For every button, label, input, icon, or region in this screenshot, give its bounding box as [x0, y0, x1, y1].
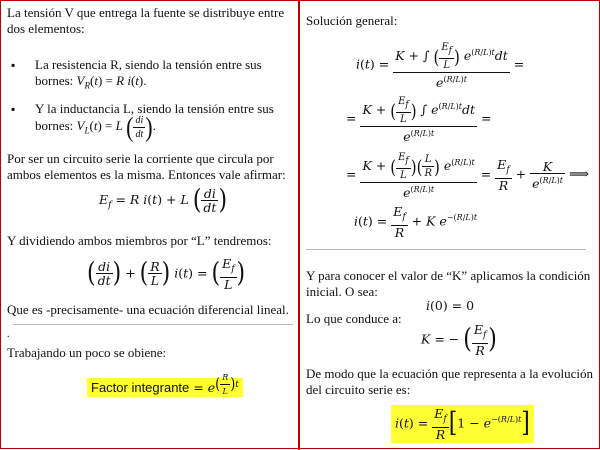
intro-line-1: La tensión V que entrega la fuente se distribuye entre [7, 5, 285, 20]
general-title: Solución general: [306, 13, 398, 28]
factor-integrante [87, 371, 243, 398]
equation-2: ( $\frac{di}{dt}$ ) + ( $\frac{R}{L}$ ) i(t) = ( $\frac{E_f}{L}$ ) [87, 256, 246, 292]
implies-arrow-icon: ⟹ [568, 166, 590, 183]
bullet2-label: bornes: [35, 118, 77, 133]
bullet2-line-2 [35, 110, 156, 144]
bullet1-line-2 [35, 73, 147, 94]
linear-text: Que es -precisamente- una ecuación diferencial lineal. [7, 302, 289, 317]
right-separator [306, 249, 586, 250]
initial-condition: i(0) = 0 [426, 298, 475, 313]
k-text-line-2: inicial. O sea: [306, 284, 378, 299]
final-text-line-2: del circuito serie es: [306, 382, 411, 397]
leads-text: Lo que conduce a: [306, 311, 402, 326]
divide-text: Y dividiendo ambos miembros por “L” tendremos: [7, 233, 272, 248]
solution-line-3: = K + ( $\frac{E_f}{L}$ )( $\frac{L}{R}$ ) $e^{(R/L)t}$ $e^{(R/L)t}$ = $\frac{E_f}{R}$ + $\frac{K}{e^{(R/L)t}}$ ⟹ [346, 152, 590, 201]
bullet2-eq: $V_L(t) = L$ ( $\frac{di}{dt}$ ). [76, 110, 156, 143]
solution-line-2: = K + ( $\frac{E_f}{L}$ ) ∫ $e^{(R/L)t}dt$ $e^{(R/L)t}$ = [346, 96, 492, 145]
factor-highlight: Factor integrante = $e^{( \frac{R}{L} )t}$ [87, 378, 243, 397]
bullet1-line-1: La resistencia R, siendo la tensión entre sus [35, 57, 262, 72]
bullet2-line-1: Y la inductancia L, siendo la tensión entre sus [35, 101, 274, 116]
final-equation [391, 405, 534, 443]
solution-line-4: i(t) = $\frac{E_f}{R}$ + K $e^{-(R/L)t}$ [354, 204, 478, 240]
final-text-line-1: De modo que la ecuación que representa a la evolución [306, 366, 593, 381]
column-divider [298, 1, 300, 450]
series-line-1: Por ser un circuito serie la corriente que circula por [7, 151, 274, 166]
solution-line-1: i(t) = K + ∫ ( $\frac{E_f}{L}$ ) $e^{(R/L)t}dt$ $e^{(R/L)t}$ = [356, 42, 525, 91]
series-line-2: ambos elementos es la misma. Entonces vale afirmar: [7, 167, 286, 182]
k-text-line-1: Y para conocer el valor de “K” aplicamos la condición [306, 268, 591, 283]
square-bullet-icon: ▪ [11, 58, 16, 72]
dot-mark: . [7, 329, 10, 340]
section-separator [13, 324, 293, 325]
bullet1-eq: $V_R(t) = R$ i(t). [76, 73, 147, 91]
square-bullet-icon: ▪ [11, 102, 16, 116]
final-highlight: i(t) = $\frac{E_f}{R}$ $[1 - e^{-(R/L)t}]$ [391, 405, 534, 443]
equation-1: $E_f = R$ i(t) + L ( $\frac{di}{dt}$ ) [99, 184, 228, 216]
work-text: Trabajando un poco se obiene: [7, 345, 167, 360]
bullet1-label: bornes: [35, 73, 77, 88]
intro-line-2: dos elementos: [7, 21, 85, 36]
k-equation: K = − ( $\frac{E_f}{R}$ ) [421, 322, 497, 358]
